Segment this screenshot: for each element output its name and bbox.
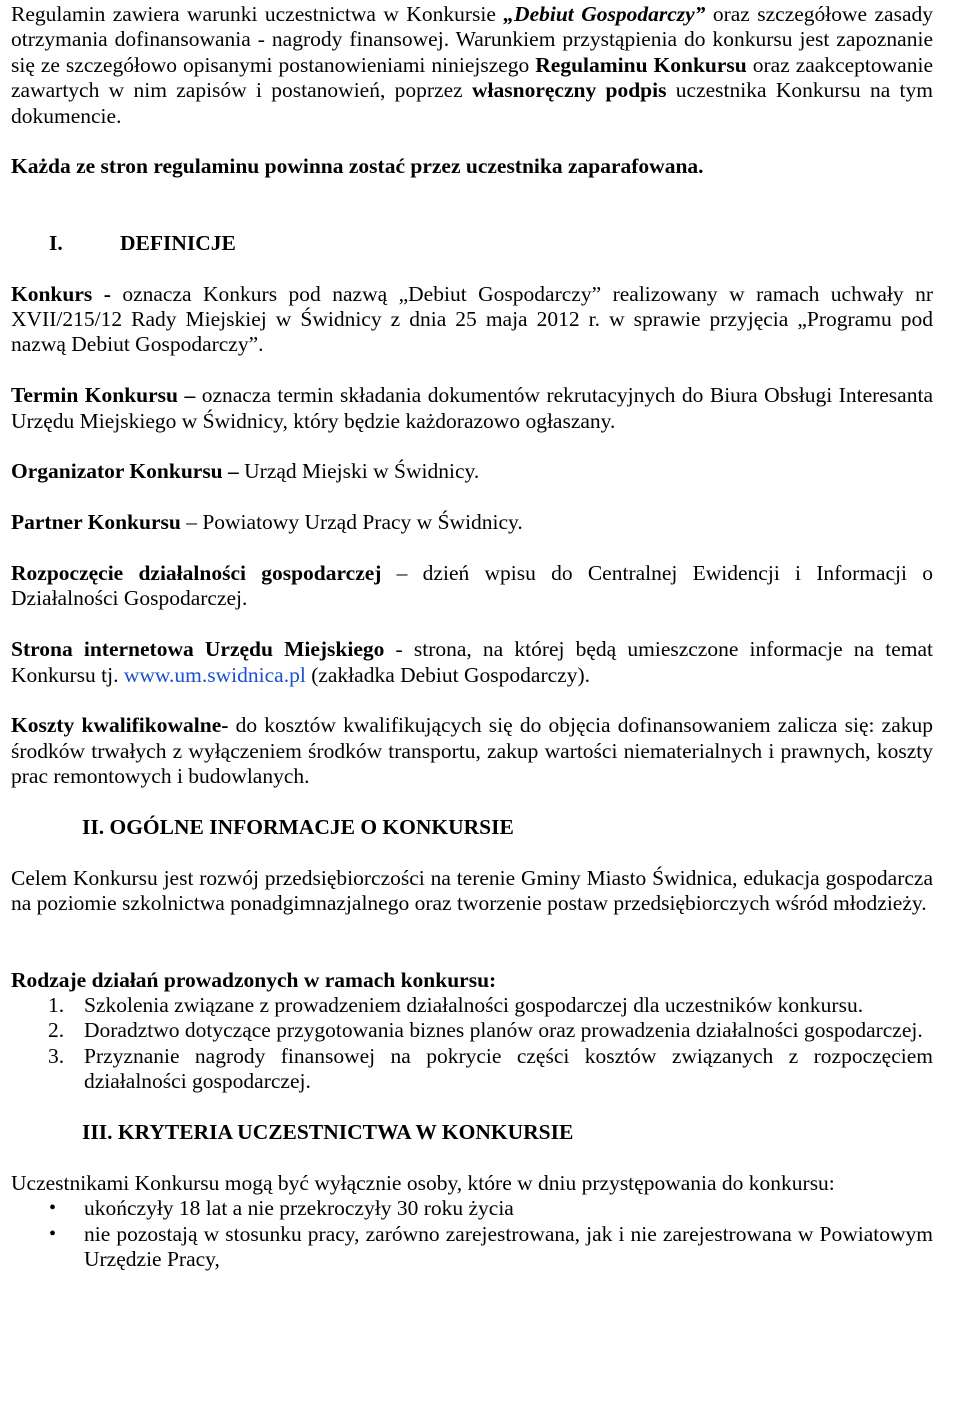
definition-text: do kosztów kwalifikujących się do objęcia dofinansowaniem zalicza się: zakup środków trwałych z wyłączeniem środków transportu, zakup wartości niematerialnych i prawnych, koszty prac remontowych i budowlanych.: [11, 713, 933, 789]
list-number: 2.: [48, 1018, 65, 1043]
regulations-document: [11, 2, 933, 1273]
definition-text: - strona, na której będą umieszczone informacje na temat Konkursu tj.: [11, 637, 933, 687]
definition-organizer: [11, 459, 933, 484]
intro-text-g: uczestnika Konkursu na tym dokumencie.: [11, 78, 934, 128]
bullet-icon: •: [49, 1222, 57, 1245]
list-item-text: Szkolenia związane z prowadzeniem działalności gospodarczej dla uczestników konkursu.: [84, 993, 864, 1018]
contest-name: „Debiut Gospodarczy”: [503, 2, 706, 26]
definition-term: Organizator Konkursu –: [11, 459, 239, 484]
definition-text: – Powiatowy Urząd Pracy w Świdnicy.: [180, 510, 523, 535]
list-item: [11, 993, 933, 1018]
definition-term: Koszty kwalifikowalne-: [11, 713, 229, 738]
definition-term: Rozpoczęcie działalności gospodarczej: [11, 561, 382, 586]
section-title: DEFINICJE: [120, 230, 236, 255]
section-heading-definitions: [11, 231, 933, 256]
definition-term: Partner Konkursu: [11, 510, 181, 535]
list-number: 1.: [48, 993, 65, 1018]
intro-text-c: oraz szczegółowe zasady otrzymania dofinansowania - nagrody finansowej. Warunkiem przystąpienia do konkursu jest zapoznanie się ze szczegółowo opisanymi postanowieniami niniejszego: [11, 2, 933, 77]
bullet-icon: •: [49, 1197, 57, 1220]
list-item-text: ukończyły 18 lat a nie przekroczyły 30 roku życia: [84, 1196, 514, 1221]
general-info-paragraph: Celem Konkursu jest rozwój przedsiębiorczości na terenie Gminy Miasto Świdnica, edukacja gospodarcza na poziomie szkolnictwa ponadgimnazjalnego oraz tworzenie postaw przedsiębiorczych wśród młodzieży.: [11, 865, 933, 916]
signature-emphasis: własnoręczny podpis: [472, 78, 667, 103]
website-link[interactable]: www.um.swidnica.pl: [123, 662, 306, 687]
list-item: [11, 1196, 933, 1221]
criteria-paragraph: Uczestnikami Konkursu mogą być wyłącznie osoby, które w dniu przystępowania do konkursu:: [11, 1170, 835, 1195]
list-item: [11, 1018, 933, 1043]
definition-deadline: [11, 383, 933, 434]
intro-text-a: Regulamin zawiera warunki uczestnictwa w Konkursie: [11, 2, 504, 26]
list-item: [11, 1044, 933, 1095]
definition-eligible-costs: [11, 713, 933, 789]
definition-text: oznacza Konkurs pod nazwą „Debiut Gospodarczy” realizowany w ramach uchwały nr XVII/215/12 Rady Miejskiej w Świdnicy z dnia 25 maja 2012 r. w sprawie przyjęcia „Programu pod nazwą Debiut Gospodarczy”.: [11, 281, 934, 357]
intro-paragraph: [11, 2, 933, 129]
definition-partner: [11, 510, 933, 535]
definition-term: Strona internetowa Urzędu Miejskiego: [11, 637, 385, 662]
activities-heading: Rodzaje działań prowadzonych w ramach konkursu:: [11, 967, 497, 992]
activities-list: [11, 993, 933, 1095]
list-number: 3.: [48, 1043, 65, 1068]
list-item-text: Przyznanie nagrody finansowej na pokrycie części kosztów związanych z rozpoczęciem działalności gospodarczej.: [84, 1043, 933, 1094]
definition-website: [11, 637, 933, 688]
list-item: [11, 1222, 933, 1273]
list-item-text: Doradztwo dotyczące przygotowania biznes planów oraz prowadzenia działalności gospodarczej.: [84, 1018, 923, 1043]
initials-notice: Każda ze stron regulaminu powinna zostać przez uczestnika zaparafowana.: [11, 154, 704, 179]
definition-business-start: [11, 561, 933, 612]
section-number: I.: [49, 230, 63, 255]
section-title: II. OGÓLNE INFORMACJE O KONKURSIE: [82, 815, 514, 840]
definition-text-after: (zakładka Debiut Gospodarczy).: [305, 662, 590, 687]
definition-term: Konkurs -: [11, 281, 111, 306]
definition-contest: [11, 282, 933, 358]
definition-text: – dzień wpisu do Centralnej Ewidencji i Informacji o Działalności Gospodarczej.: [11, 561, 933, 611]
section-heading-general-info: [11, 815, 933, 840]
definition-term: Termin Konkursu –: [11, 383, 196, 408]
section-title: III. KRYTERIA UCZESTNICTWA W KONKURSIE: [82, 1120, 574, 1145]
definition-text: Urząd Miejski w Świdnicy.: [238, 459, 480, 484]
list-item-text: nie pozostają w stosunku pracy, zarówno zarejestrowana, jak i nie zarejestrowana w Powiatowym Urzędzie Pracy,: [84, 1221, 933, 1272]
definition-text: oznacza termin składania dokumentów rekrutacyjnych do Biura Obsługi Interesanta Urzędu Miejskiego w Świdnicy, który będzie każdorazowo ogłaszany.: [11, 383, 933, 433]
criteria-list: [11, 1196, 933, 1272]
regulations-emphasis: Regulaminu Konkursu: [535, 52, 747, 77]
section-heading-criteria: [11, 1120, 933, 1145]
intro-text-e: oraz zaakceptowanie zawartych w nim zapisów i postanowień, poprzez: [11, 52, 933, 103]
